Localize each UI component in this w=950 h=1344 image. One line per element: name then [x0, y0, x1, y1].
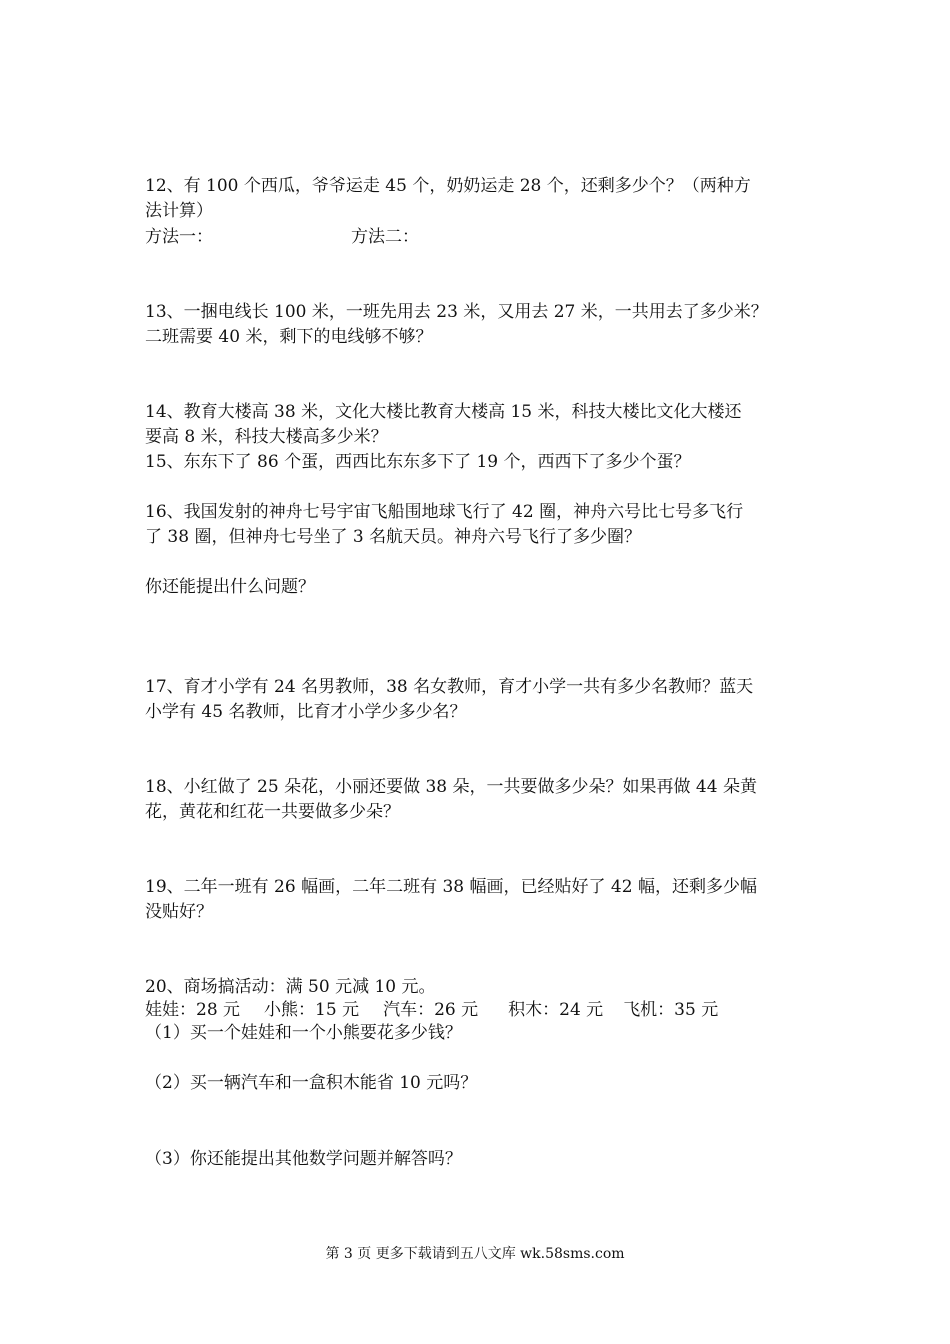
question-12-line-1: 12、有 100 个西瓜，爷爷运走 45 个，奶奶运走 28 个，还剩多少个？（两种方 — [145, 176, 751, 196]
question-19-line-2: 没贴好？ — [145, 902, 213, 922]
question-20-sub-2: （2）买一辆汽车和一盒积木能省 10 元吗？ — [145, 1073, 478, 1093]
question-15-line-1: 15、东东下了 86 个蛋，西西比东东多下了 19 个，西西下了多少个蛋？ — [145, 452, 691, 472]
method-two-label: 方法二： — [351, 227, 419, 247]
question-12-line-2: 法计算） — [145, 201, 213, 221]
question-18-line-1: 18、小红做了 25 朵花，小丽还要做 38 朵，一共要做多少朵？如果再做 44 朵黄 — [145, 777, 757, 797]
question-13-line-1: 13、一捆电线长 100 米，一班先用去 23 米，又用去 27 米，一共用去了多少米？ — [145, 302, 768, 322]
price-bear: 小熊：15 元 — [264, 1000, 360, 1020]
method-one-label: 方法一： — [145, 227, 213, 247]
question-18-line-2: 花，黄花和红花一共要做多少朵？ — [145, 802, 400, 822]
question-20-sub-3: （3）你还能提出其他数学问题并解答吗？ — [145, 1149, 462, 1169]
question-20-price-list — [145, 998, 825, 1022]
question-16-line-1: 16、我国发射的神舟七号宇宙飞船围地球飞行了 42 圈，神舟六号比七号多飞行 — [145, 502, 744, 522]
question-14-line-1: 14、教育大楼高 38 米，文化大楼比教育大楼高 15 米，科技大楼比文化大楼还 — [145, 402, 742, 422]
question-19-line-1: 19、二年一班有 26 幅画，二年二班有 38 幅画，已经贴好了 42 幅，还剩多少幅 — [145, 877, 757, 897]
question-16-line-3: 你还能提出什么问题？ — [145, 577, 315, 597]
question-12-methods — [145, 225, 825, 249]
price-blocks: 积木：24 元 — [508, 1000, 604, 1020]
question-16-line-2: 了 38 圈，但神舟七号坐了 3 名航天员。神舟六号飞行了多少圈？ — [145, 527, 642, 547]
price-car: 汽车：26 元 — [383, 1000, 479, 1020]
question-14-line-2: 要高 8 米，科技大楼高多少米？ — [145, 427, 388, 447]
question-20-line-1: 20、商场搞活动：满 50 元减 10 元。 — [145, 977, 436, 997]
question-17-line-2: 小学有 45 名教师，比育才小学少多少名？ — [145, 702, 467, 722]
page-footer: 第 3 页 更多下载请到五八文库 wk.58sms.com — [325, 1246, 625, 1262]
question-20-sub-1: （1）买一个娃娃和一个小熊要花多少钱？ — [145, 1023, 462, 1043]
question-17-line-1: 17、育才小学有 24 名男教师，38 名女教师，育才小学一共有多少名教师？蓝天 — [145, 677, 754, 697]
question-13-line-2: 二班需要 40 米，剩下的电线够不够？ — [145, 327, 433, 347]
price-plane: 飞机：35 元 — [623, 1000, 719, 1020]
price-doll: 娃娃：28 元 — [145, 1000, 241, 1020]
